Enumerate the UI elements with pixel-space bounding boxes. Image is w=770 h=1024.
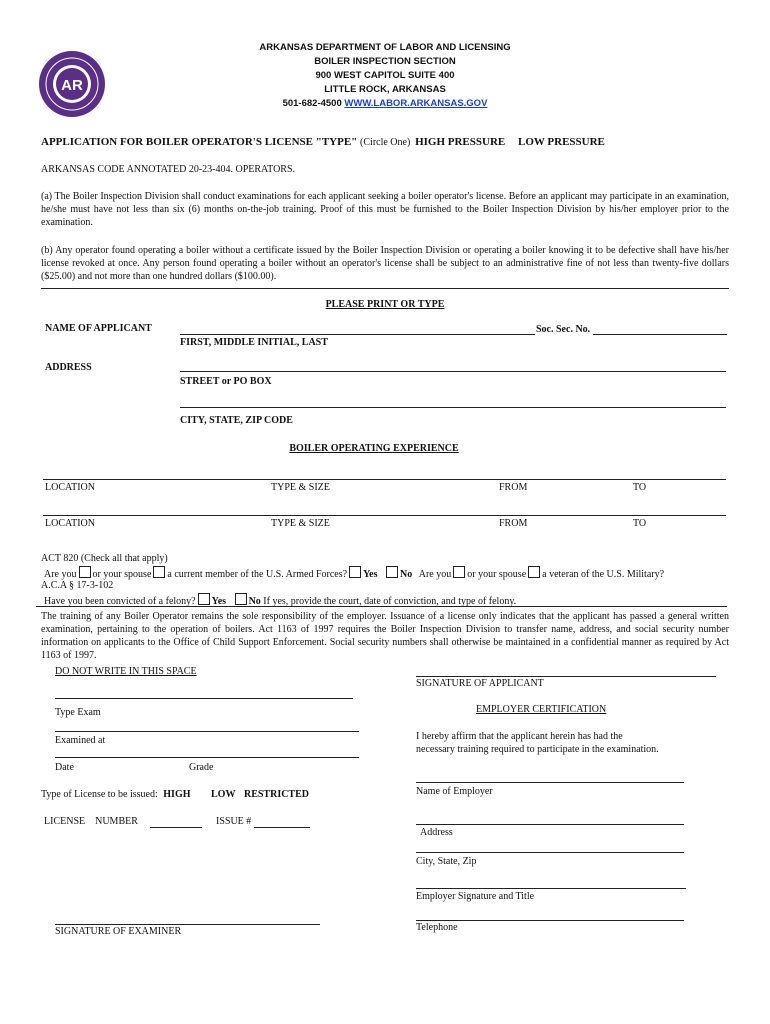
q1-spouse: or your spouse: [92, 569, 152, 580]
q1-question: a current member of the U.S. Armed Forces?: [167, 569, 348, 580]
option-low-pressure[interactable]: LOW PRESSURE: [517, 136, 605, 148]
license-restricted[interactable]: RESTRICTED: [243, 789, 309, 800]
experience-row-1-line[interactable]: [43, 479, 726, 480]
training-paragraph: The training of any Boiler Operator remains the sole responsibility of the employer. Issuance of a license only indicates that the applicant has passed a general written examination, pertaining to the operation of boilers. Act 1163 of 1997 requires the Boiler Inspection Division to transfer name, address, and social security number information on applicants to the Office of Child Support Enforcement. Social security numbers shall otherwise be maintained in a confidential manner as required by Act 1163 of 1997.: [41, 611, 729, 661]
checkbox-you-armed[interactable]: [79, 566, 91, 578]
checkbox-you-veteran[interactable]: [453, 566, 465, 578]
ssn-field[interactable]: [593, 334, 727, 335]
header-section: BOILER INSPECTION SECTION: [314, 56, 456, 67]
grade-label: Grade: [189, 762, 214, 773]
checkbox-felony-yes[interactable]: [198, 593, 210, 605]
employer-telephone-field[interactable]: [416, 920, 684, 921]
issue-label: ISSUE #: [216, 816, 252, 827]
employer-city-label: City, State, Zip: [416, 856, 477, 867]
street-hint: STREET or PO BOX: [180, 376, 272, 387]
armed-no-label: No: [400, 569, 413, 580]
name-label: NAME OF APPLICANT: [45, 323, 152, 334]
city-field[interactable]: [180, 407, 726, 408]
header-contact: [0, 97, 770, 111]
exp-row-2-from: FROM: [499, 518, 528, 529]
code-heading: ARKANSAS CODE ANNOTATED 20-23-404. OPERATORS.: [41, 164, 296, 175]
print-or-type: PLEASE PRINT OR TYPE: [325, 299, 445, 310]
type-exam-field[interactable]: [55, 731, 359, 732]
armed-yes-label: Yes: [363, 569, 378, 580]
applicant-signature-label: SIGNATURE OF APPLICANT: [416, 678, 544, 689]
exp-row-2-to: TO: [633, 518, 647, 529]
license-number-label: LICENSE NUMBER: [44, 816, 138, 827]
license-number-field[interactable]: [150, 827, 202, 828]
employer-name-label: Name of Employer: [416, 786, 493, 797]
employer-signature-label: Employer Signature and Title: [416, 891, 535, 902]
felony-yes-label: Yes: [211, 596, 227, 607]
affirm-line-1: I hereby affirm that the applicant herein has had the: [416, 731, 623, 742]
examiner-signature-label: SIGNATURE OF EXAMINER: [55, 926, 182, 937]
act820-heading: ACT 820 (Check all that apply): [41, 553, 168, 564]
employer-telephone-label: Telephone: [416, 922, 458, 933]
name-hint: FIRST, MIDDLE INITIAL, LAST: [180, 337, 328, 348]
office-line: [55, 698, 353, 699]
employer-name-field[interactable]: [416, 782, 684, 783]
option-high-pressure[interactable]: HIGH PRESSURE: [415, 136, 506, 148]
license-high[interactable]: HIGH: [163, 789, 191, 800]
do-not-write: DO NOT WRITE IN THIS SPACE: [55, 666, 197, 677]
aca-reference: A.C.A § 17-3-102: [41, 580, 114, 591]
exp-row-2-type: TYPE & SIZE: [271, 518, 330, 529]
license-low[interactable]: LOW: [211, 789, 236, 800]
q1-are-you: Are you: [44, 569, 77, 580]
checkbox-spouse-veteran[interactable]: [528, 566, 540, 578]
q2-spouse: or your spouse: [467, 569, 527, 580]
ssn-label: Soc. Sec. No.: [536, 324, 591, 335]
checkbox-armed-no[interactable]: [386, 566, 398, 578]
paragraph-a: (a) The Boiler Inspection Division shall conduct examinations for each applicant seeking a boiler operator's license. Before an applicant may participate in an examination, he/she must have not less than six (6) months on-the-job training. Proof of this must be furnished to the Boiler Inspection Division by his/her employer prior to the examination.: [41, 191, 729, 228]
examined-at-field[interactable]: [55, 757, 359, 758]
exp-row-1-from: FROM: [499, 482, 528, 493]
experience-row-2-line[interactable]: [43, 515, 726, 516]
q3-tail: If yes, provide the court, date of conviction, and type of felony.: [263, 596, 517, 607]
examined-at-label: Examined at: [55, 735, 106, 746]
employer-address-field[interactable]: [416, 824, 684, 825]
form-title: [41, 136, 605, 148]
header-city: LITTLE ROCK, ARKANSAS: [324, 84, 446, 95]
paragraph-b: (b) Any operator found operating a boiler without a certificate issued by the Boiler Inspection Division or operating a boiler knowing it to be defective shall have his/her license revoked at once. Any person found operating a boiler without an operator's license shall be subject to an administrative fine of not less than twenty-five dollars ($25.00) and not more than one hundred dollars ($100.00).: [41, 245, 729, 282]
exp-row-1-to: TO: [633, 482, 647, 493]
type-exam-label: Type Exam: [55, 707, 101, 718]
header-phone: 501-682-4500: [282, 98, 342, 109]
logo-text: AR: [61, 77, 83, 94]
q2-question: a veteran of the U.S. Military?: [542, 569, 665, 580]
employer-address-label: Address: [420, 827, 453, 838]
street-field[interactable]: [180, 371, 726, 372]
applicant-signature-field[interactable]: [416, 676, 716, 677]
title-circle-one: (Circle One): [360, 137, 411, 148]
q2-are-you: Are you: [418, 569, 452, 580]
checkbox-armed-yes[interactable]: [349, 566, 361, 578]
act820-armed-forces: [44, 566, 664, 580]
divider: [36, 606, 727, 607]
felony-question: [44, 593, 516, 607]
city-hint: CITY, STATE, ZIP CODE: [180, 415, 293, 426]
header-street: 900 WEST CAPITOL SUITE 400: [315, 70, 455, 81]
exp-row-1-location: LOCATION: [45, 482, 95, 493]
header-agency: ARKANSAS DEPARTMENT OF LABOR AND LICENSING: [259, 42, 511, 53]
address-label: ADDRESS: [45, 362, 92, 373]
title-main: APPLICATION FOR BOILER OPERATOR'S LICENSE "TYPE": [41, 136, 358, 148]
experience-heading: BOILER OPERATING EXPERIENCE: [289, 443, 459, 454]
checkbox-felony-no[interactable]: [235, 593, 247, 605]
affirm-line-2: necessary training required to participate in the examination.: [416, 744, 659, 755]
checkbox-spouse-armed[interactable]: [153, 566, 165, 578]
examiner-signature-field[interactable]: [55, 924, 320, 925]
employer-city-field[interactable]: [416, 852, 684, 853]
q3-question: Have you been convicted of a felony?: [44, 596, 196, 607]
license-type-label: Type of License to be issued:: [41, 789, 158, 800]
divider: [41, 288, 729, 289]
name-field[interactable]: [180, 334, 535, 335]
website-link[interactable]: WWW.LABOR.ARKANSAS.GOV: [344, 98, 488, 109]
exp-row-1-type: TYPE & SIZE: [271, 482, 330, 493]
date-label: Date: [55, 762, 74, 773]
issue-field[interactable]: [254, 827, 310, 828]
employer-cert-heading: EMPLOYER CERTIFICATION: [476, 704, 607, 715]
license-type-row: [41, 789, 309, 800]
exp-row-2-location: LOCATION: [45, 518, 95, 529]
employer-signature-field[interactable]: [416, 888, 686, 889]
felony-no-label: No: [248, 596, 261, 607]
